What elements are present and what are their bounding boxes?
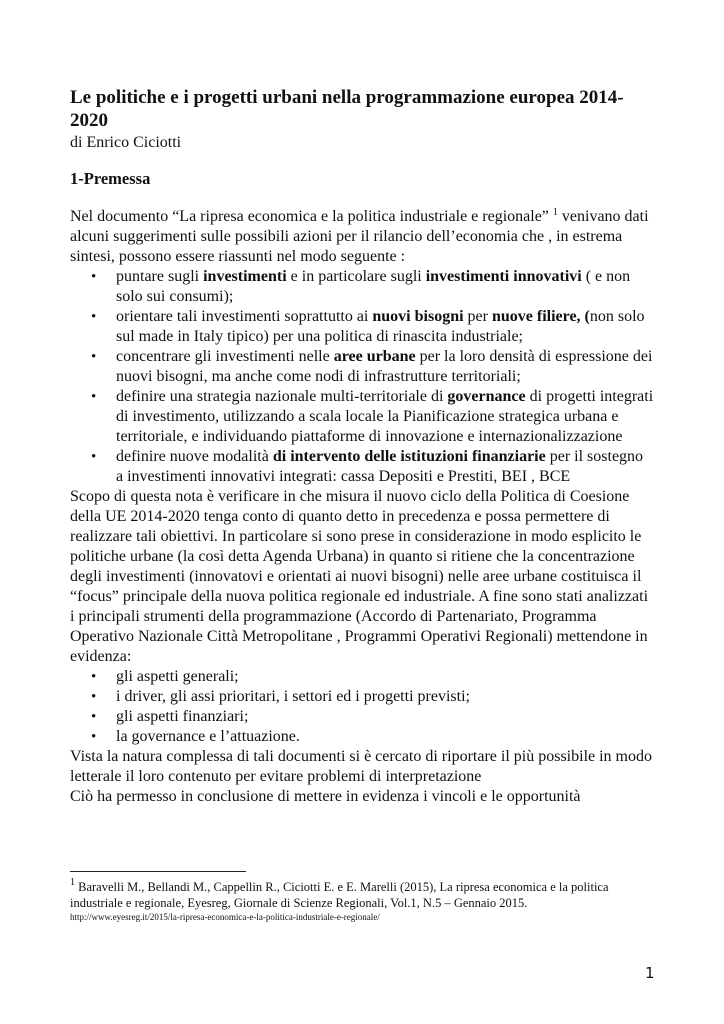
list-item: [70, 347, 654, 387]
list-item: [70, 267, 654, 307]
bullet-icon: •: [91, 709, 97, 725]
item-bold: nuovi bisogni: [372, 308, 464, 325]
item-text: per il sostegno a investimenti innovativi integrati: cassa Depositi e Prestiti, BEI , BCE: [116, 448, 644, 485]
closing-paragraph-continued: Ciò ha permesso in conclusione di mettere in evidenza i vincoli e le opportunità: [70, 788, 581, 805]
page-number: 1: [645, 964, 655, 982]
list-item: [70, 447, 654, 487]
bullet-icon: •: [91, 449, 97, 465]
intro-paragraph: [70, 207, 654, 267]
item-text: e in particolare sugli: [286, 268, 426, 285]
item-text: i driver, gli assi prioritari, i settori ed i progetti previsti;: [116, 688, 470, 705]
footnote-divider: [70, 871, 246, 872]
bullet-icon: •: [91, 689, 97, 705]
item-text: puntare sugli: [116, 268, 204, 285]
bullet-icon: •: [91, 669, 97, 685]
intro-text-a: Nel documento “La ripresa economica e la politica industriale e regionale”: [70, 208, 553, 225]
item-text: gli aspetti finanziari;: [116, 708, 249, 725]
item-bold: di intervento delle istituzioni finanziarie: [272, 448, 546, 465]
list-item: [70, 727, 654, 747]
list-item: [70, 687, 654, 707]
item-text: definire una strategia nazionale multi-territoriale di: [116, 388, 448, 405]
item-text: per la loro densità di espressione dei nuovi bisogni, ma anche come nodi di infrastrutture territoriali;: [116, 348, 653, 385]
bullet-icon: •: [91, 729, 97, 745]
item-text: concentrare gli investimenti nelle: [116, 348, 334, 365]
author-line: di Enrico Ciciotti: [70, 134, 182, 151]
document-body: [70, 86, 654, 807]
footnote-link[interactable]: http://www.eyesreg.it/2015/la-ripresa-economica-e-la-politica-industriale-e-regionale/: [70, 912, 380, 922]
list-item: [70, 387, 654, 447]
document-title: Le politiche e i progetti urbani nella programmazione europea 2014-2020: [70, 87, 624, 131]
list-item: [70, 667, 654, 687]
bullet-icon: •: [91, 269, 97, 285]
closing-paragraph: Vista la natura complessa di tali documenti si è cercato di riportare il più possibile in modo letterale il loro contenuto per evitare problemi di interpretazione: [70, 748, 652, 785]
section-heading: 1-Premessa: [70, 169, 151, 188]
item-bold: investimenti innovativi: [425, 268, 582, 285]
footnote-text: Baravelli M., Bellandi M., Cappellin R., Ciciotti E. e E. Marelli (2015), La ripresa economica e la politica industriale e regionale, Eyesreg, Giornale di Scienze Regionali, Vol.1, N.5 – Gennaio 2015.: [70, 880, 609, 910]
item-text: la governance e l’attuazione.: [116, 728, 300, 745]
item-text: per: [463, 308, 492, 325]
suggestions-list: [70, 267, 654, 487]
footnote: [70, 879, 654, 923]
item-text: orientare tali investimenti soprattutto ai: [116, 308, 373, 325]
bullet-icon: •: [91, 349, 97, 365]
intro-text-b: venivano dati alcuni suggerimenti sulle possibili azioni per il rilancio dell’economia che , in estrema sintesi, possono essere riassunti nel modo seguente :: [70, 208, 649, 265]
footnote-reference[interactable]: 1: [552, 207, 558, 218]
scope-paragraph: Scopo di questa nota è verificare in che misura il nuovo ciclo della Politica di Coesione della UE 2014-2020 tenga conto di quanto detto in precedenza e possa permettere di realizzare tali obiettivi. In particolare si sono prese in considerazione in modo esplicito le politiche urbane (la così detta Agenda Urbana) in quanto si ritiene che la concentrazione degli investimenti (innovatovi e orientati ai nuovi bisogni) nelle aree urbane costituisca il “focus” principale della nuova politica regionale ed industriale. A fine sono stati analizzati i principali strumenti della programmazione (Accordo di Partenariato, Programma Operativo Nazionale Città Metropolitane , Programmi Operativi Regionali) mettendone in evidenza:: [70, 488, 649, 665]
bullet-icon: •: [91, 389, 97, 405]
item-text: gli aspetti generali;: [116, 668, 239, 685]
item-bold: aree urbane: [333, 348, 416, 365]
item-bold: investimenti: [203, 268, 287, 285]
bullet-icon: •: [91, 309, 97, 325]
item-text: definire nuove modalità: [116, 448, 273, 465]
item-bold: governance: [447, 388, 526, 405]
aspects-list: [70, 667, 654, 747]
list-item: [70, 307, 654, 347]
list-item: [70, 707, 654, 727]
item-text: ( e non solo sui consumi);: [116, 268, 631, 305]
item-text: di progetti integrati di investimento, utilizzando a scala locale la Pianificazione strategica urbana e territoriale, e individuando piattaforme di innovazione e internazionalizzazione: [116, 388, 654, 445]
item-bold: nuove filiere, (: [491, 308, 590, 325]
item-text: non solo sul made in Italy tipico) per una politica di rinascita industriale;: [116, 308, 645, 345]
footnote-number: 1: [70, 877, 75, 888]
